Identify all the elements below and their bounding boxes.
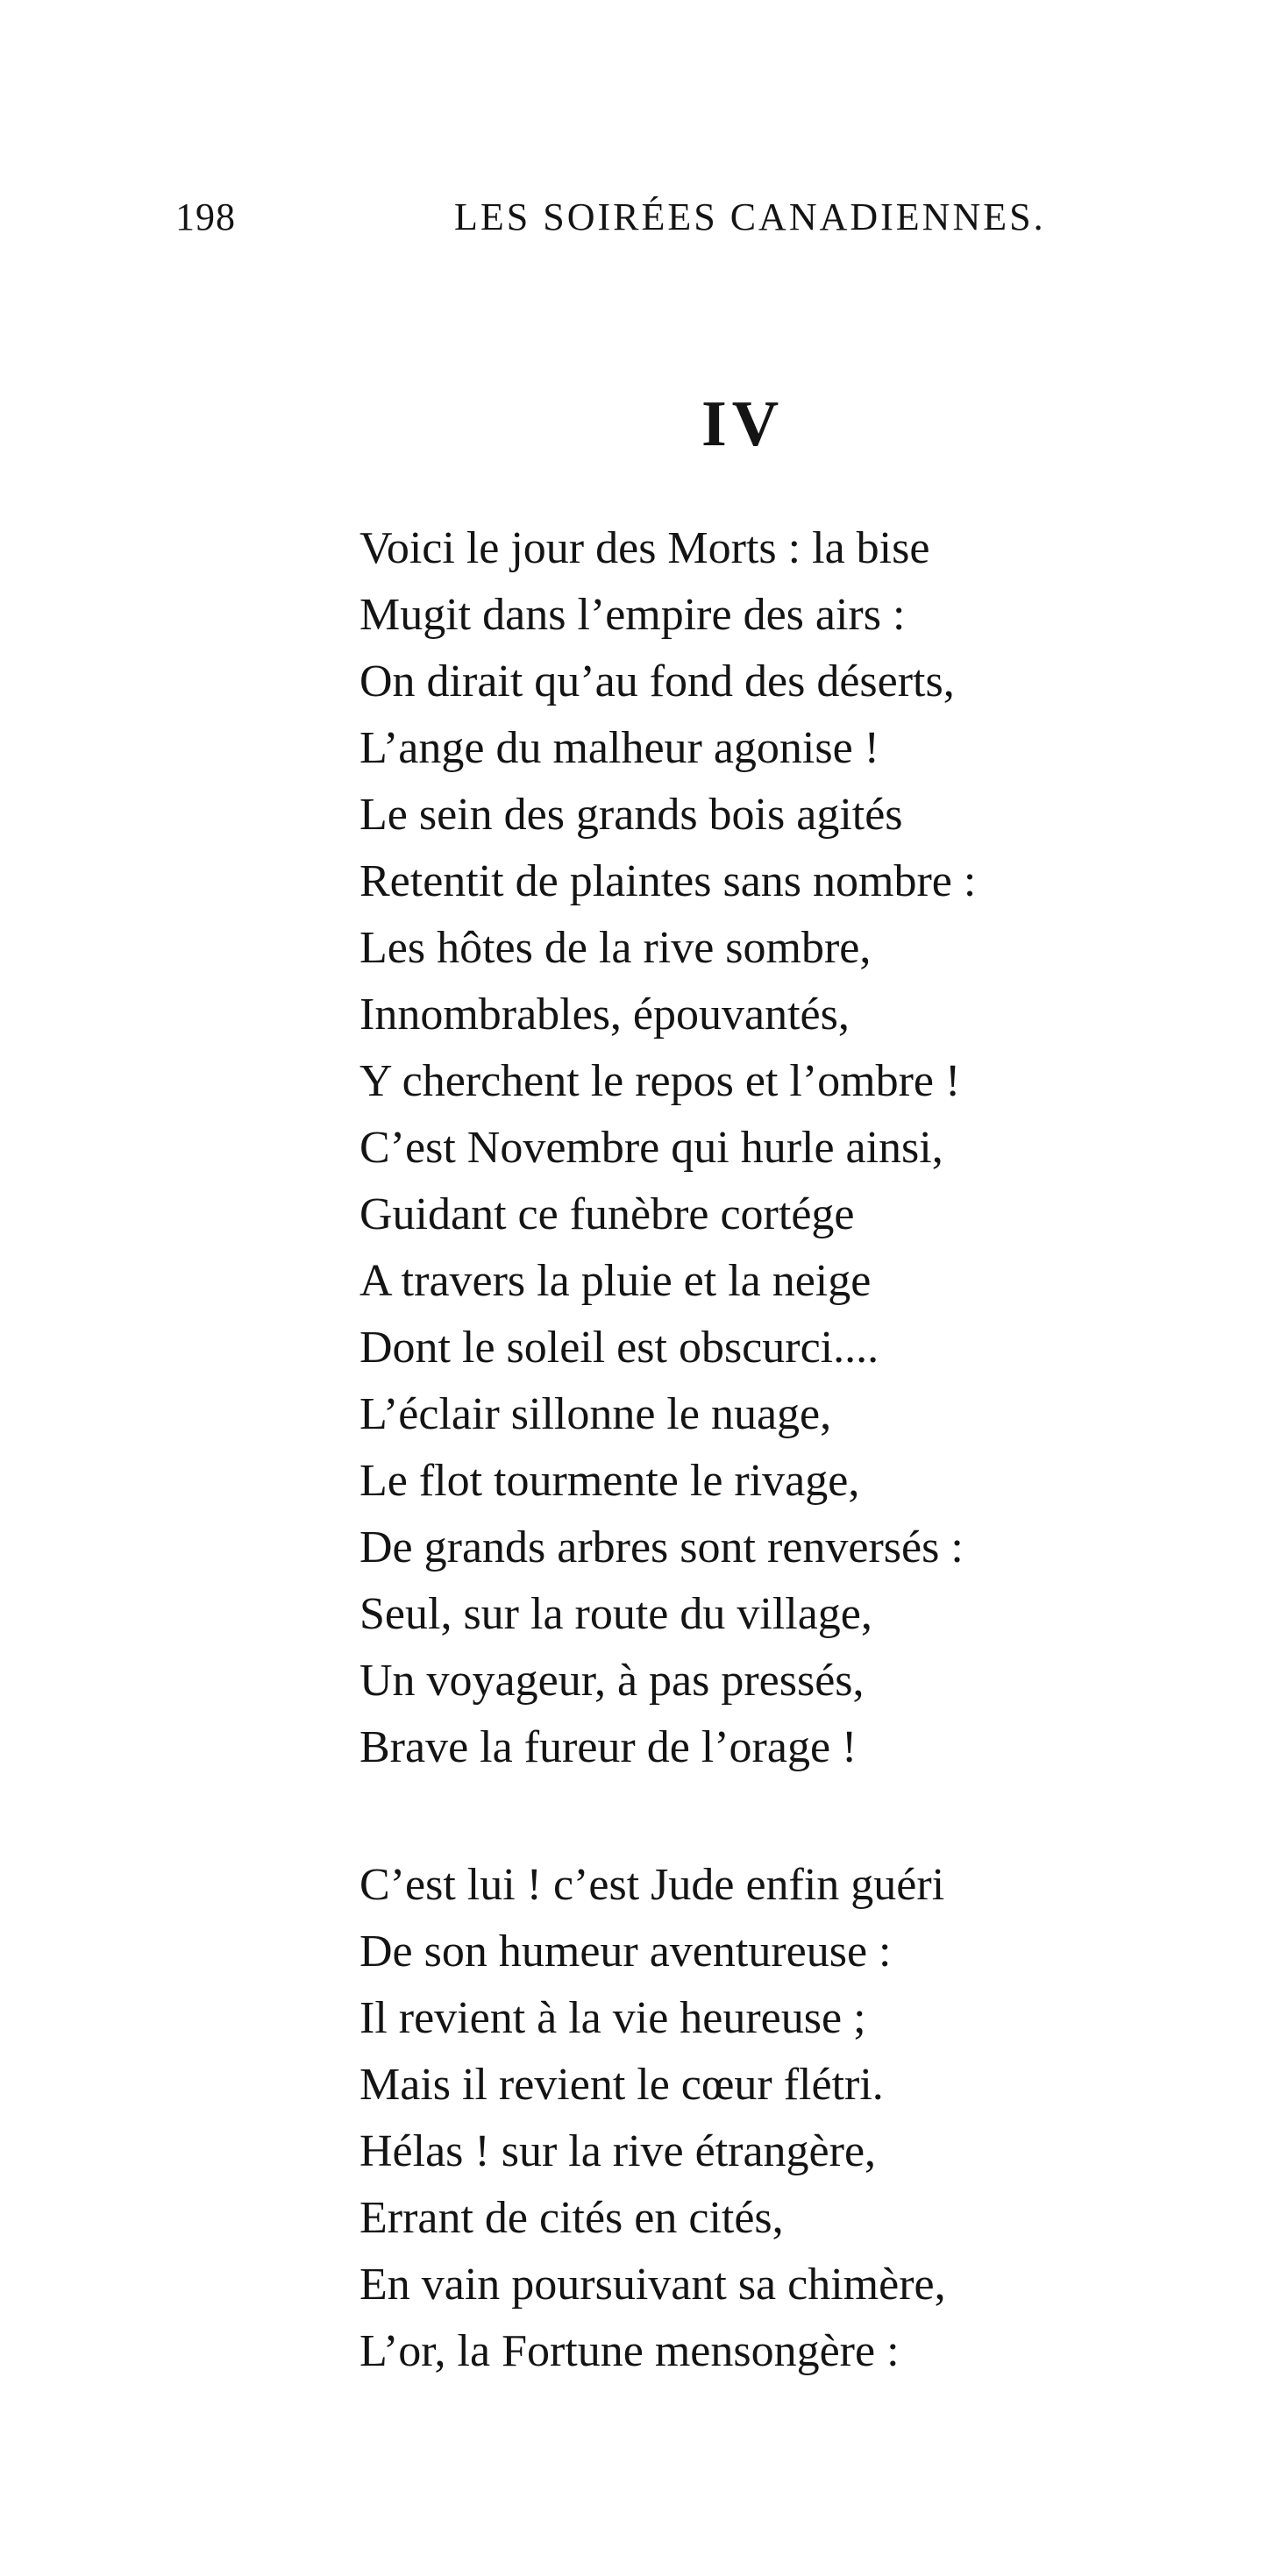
verse-line: De son humeur aventureuse : bbox=[359, 1927, 892, 1976]
verse-line: En vain poursuivant sa chimère, bbox=[359, 2260, 946, 2310]
verse-line: De grands arbres sont renversés : bbox=[359, 1522, 964, 1572]
stanza bbox=[359, 1852, 1236, 2385]
verse-line: L’ange du malheur agonise ! bbox=[359, 723, 879, 773]
verse-line: Mais il revient le cœur flétri. bbox=[359, 2060, 884, 2110]
verse-line: L’éclair sillonne le nuage, bbox=[359, 1389, 832, 1439]
verse-line: Errant de cités en cités, bbox=[359, 2193, 784, 2243]
verse-line: A travers la pluie et la neige bbox=[359, 1256, 872, 1306]
verse-line: Dont le soleil est obscurci.... bbox=[359, 1323, 879, 1373]
running-title: LES SOIRÉES CANADIENNES. bbox=[454, 195, 1046, 238]
verse-line: Retentit de plaintes sans nombre : bbox=[359, 856, 977, 906]
verse-line: Brave la fureur de l’orage ! bbox=[359, 1722, 858, 1772]
verse-line: On dirait qu’au fond des déserts, bbox=[359, 656, 955, 706]
verse-line: C’est Novembre qui hurle ainsi, bbox=[359, 1123, 943, 1173]
section-heading: IV bbox=[701, 388, 785, 460]
page-number: 198 bbox=[175, 195, 236, 238]
verse-line: Les hôtes de la rive sombre, bbox=[359, 923, 872, 973]
verse-line: Seul, sur la route du village, bbox=[359, 1589, 872, 1639]
verse-line: Un voyageur, à pas pressés, bbox=[359, 1656, 865, 1706]
verse-line: Le flot tourmente le rivage, bbox=[359, 1456, 860, 1506]
verse-line: Innombrables, épouvantés, bbox=[359, 990, 850, 1040]
verse-line: Le sein des grands bois agités bbox=[359, 790, 903, 840]
stanza bbox=[359, 515, 1236, 1781]
verse-line: L’or, la Fortune mensongère : bbox=[359, 2326, 900, 2376]
verse-line: Guidant ce funèbre cortége bbox=[359, 1189, 855, 1239]
verse-line: C’est lui ! c’est Jude enfin guéri bbox=[359, 1860, 945, 1910]
verse-line: Hélas ! sur la rive étrangère, bbox=[359, 2126, 877, 2176]
verse-line: Mugit dans l’empire des airs : bbox=[359, 590, 906, 640]
verse-line: Il revient à la vie heureuse ; bbox=[359, 1993, 866, 2043]
verse-line: Y cherchent le repos et l’ombre ! bbox=[359, 1056, 961, 1106]
verse-line: Voici le jour des Morts : la bise bbox=[359, 523, 930, 573]
running-head bbox=[0, 195, 1281, 247]
